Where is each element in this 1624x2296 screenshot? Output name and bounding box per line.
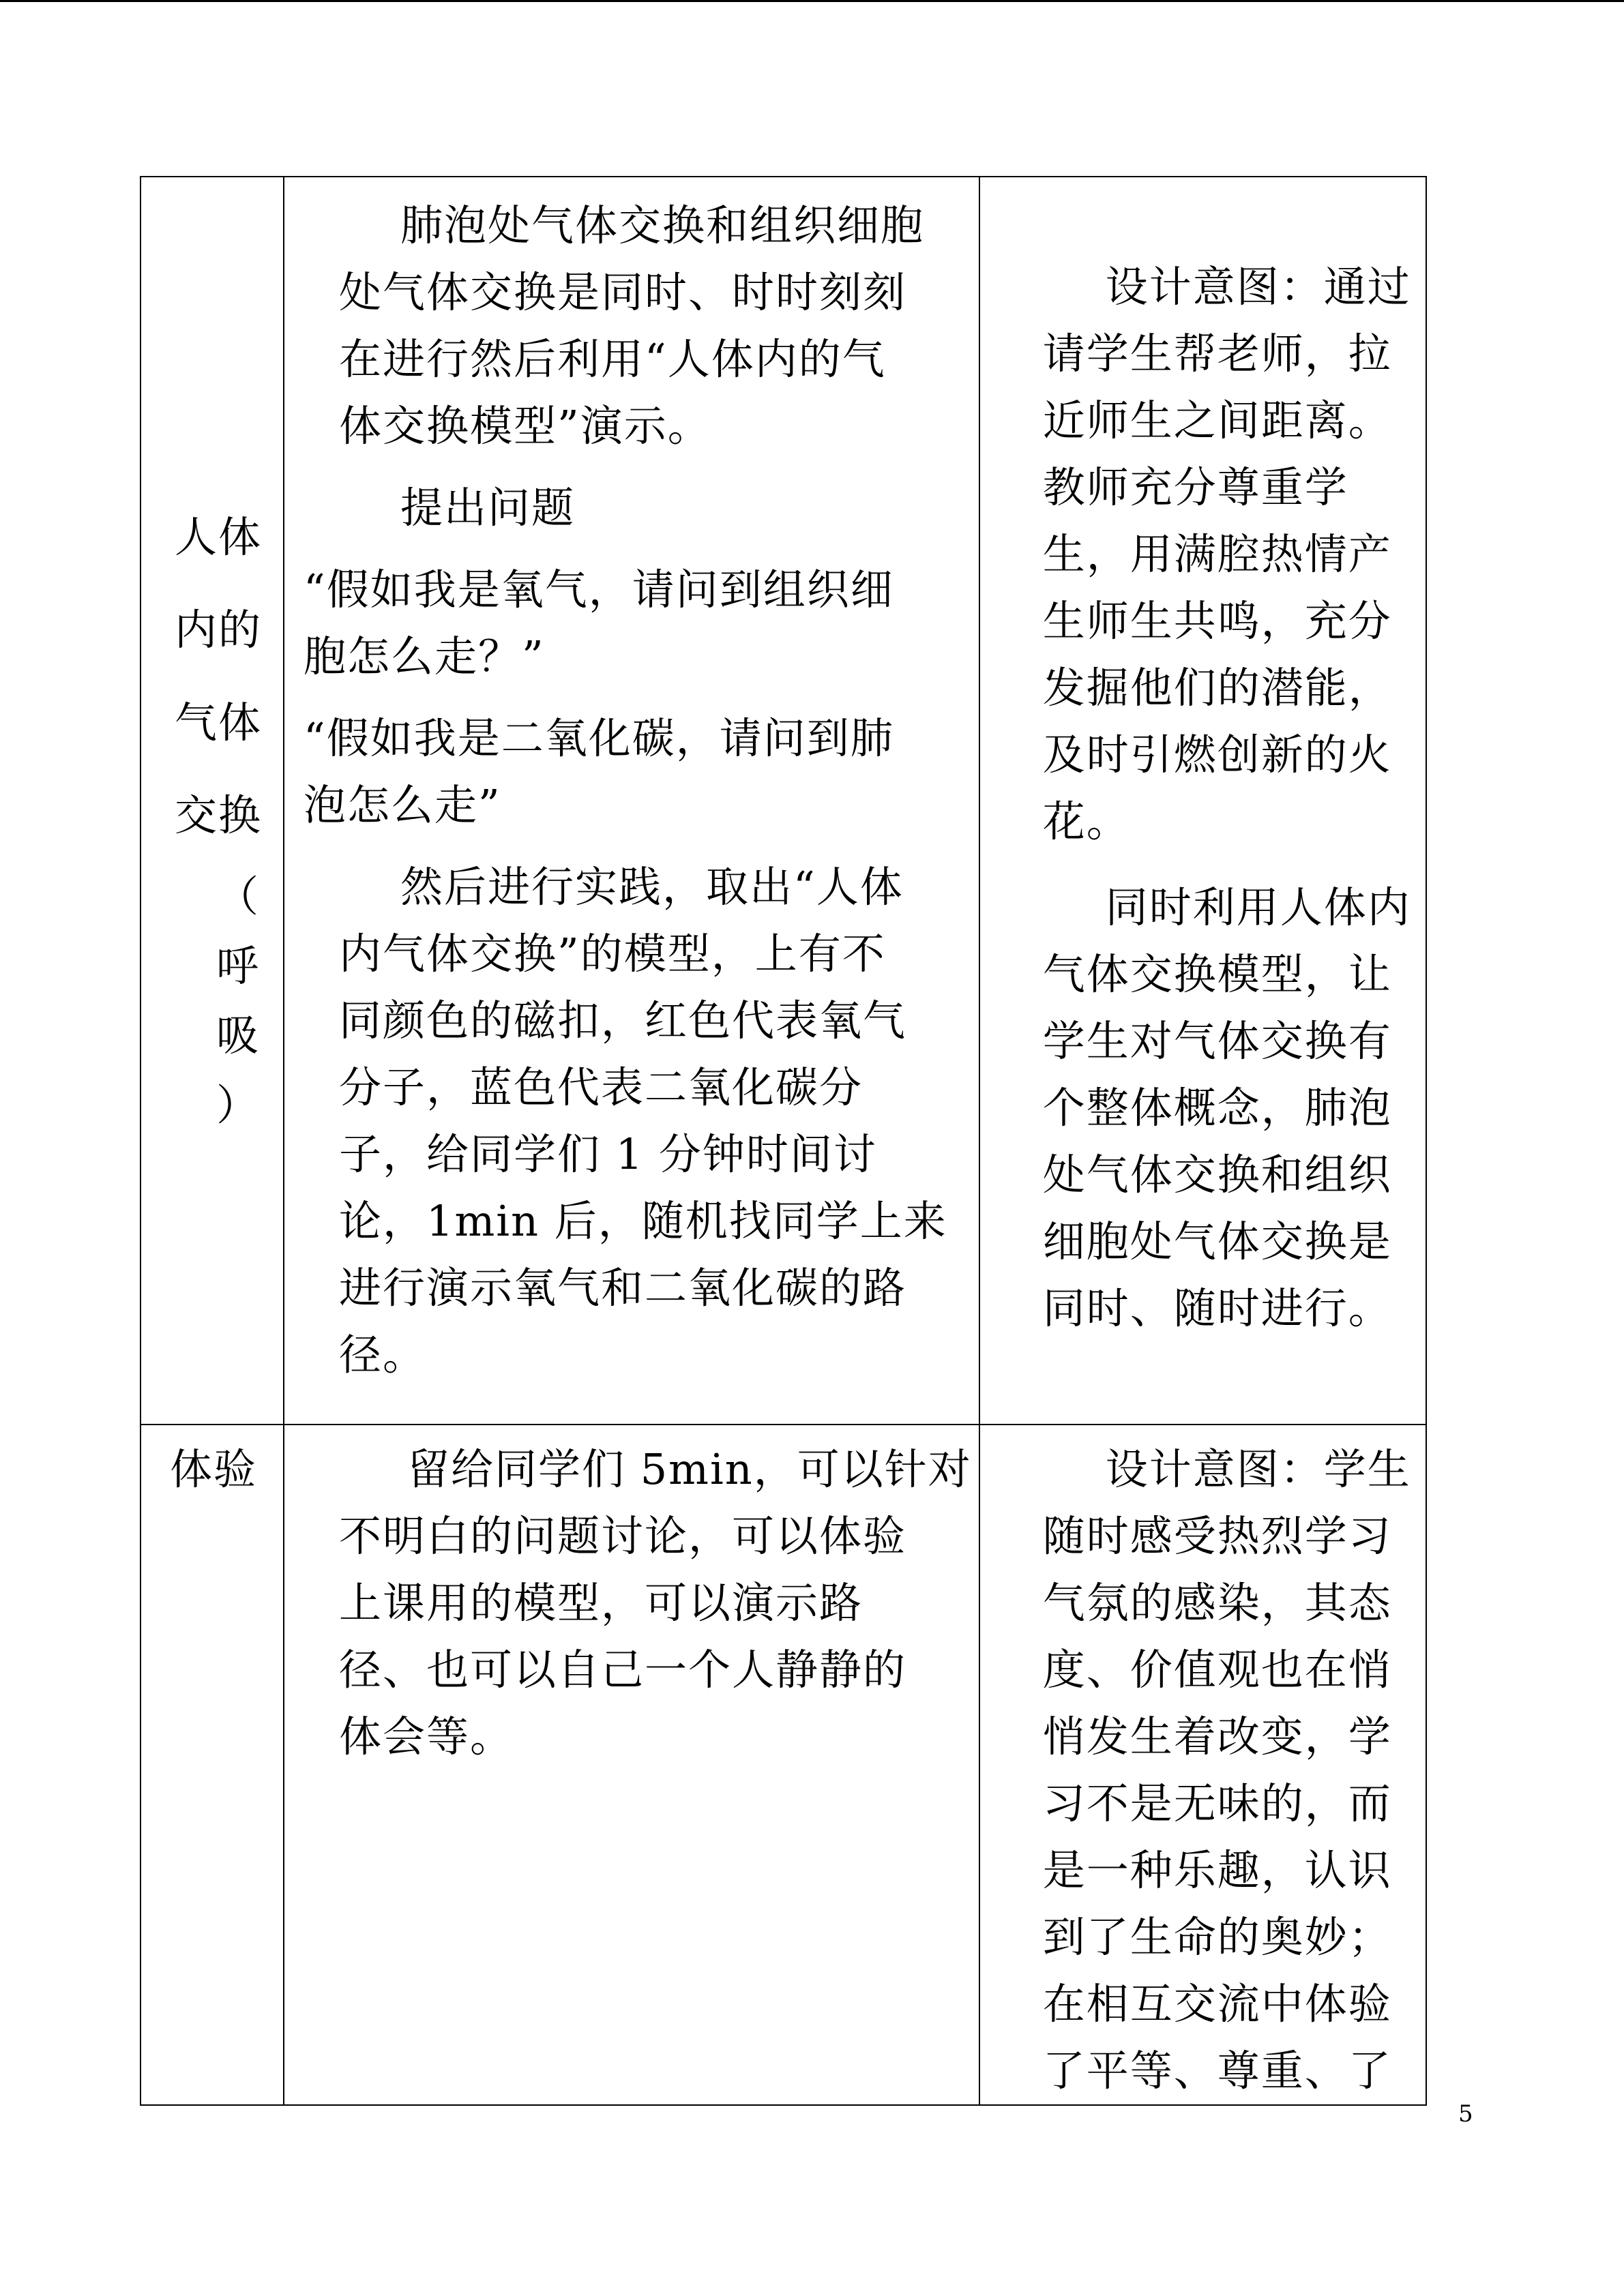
activity-line: 径、也可以自己一个人静静的	[339, 1645, 907, 1695]
intent-line: 教师充分尊重学	[1042, 462, 1348, 512]
design-intent-cell	[979, 177, 1426, 1425]
intent-line: 发掘他们的潜能，	[1042, 663, 1392, 713]
intent-line: 设计意图：通过	[1105, 262, 1411, 312]
stage-line: 人体	[174, 512, 262, 562]
activity-text	[284, 1425, 979, 1770]
intent-line: 设计意图：学生	[1105, 1444, 1411, 1494]
activity-line: 子，给同学们 1 分钟时间讨	[339, 1129, 877, 1179]
intent-line: 生，用满腔热情产	[1042, 529, 1392, 579]
activity-line: “假如我是氧气，请问到组织细	[304, 565, 894, 614]
design-intent-cell	[979, 1425, 1426, 2105]
activity-line: 不明白的问题讨论，可以体验	[339, 1511, 907, 1561]
activity-line: 然后进行实践，取出“人体	[400, 862, 904, 912]
stage-cell	[141, 1425, 284, 2105]
intent-line: 随时感受热烈学习	[1042, 1511, 1392, 1561]
activity-cell	[284, 177, 979, 1425]
intent-line: 气体交换模型，让	[1042, 949, 1392, 999]
activity-line: 同颜色的磁扣，红色代表氧气	[339, 996, 907, 1045]
activity-cell	[284, 1425, 979, 2105]
intent-line: 同时、随时进行。	[1042, 1283, 1392, 1333]
intent-line: 细胞处气体交换是	[1042, 1217, 1392, 1266]
activity-line: 内气体交换”的模型，上有不	[339, 929, 886, 979]
activity-line: 径。	[339, 1330, 427, 1380]
activity-line: 分子，蓝色代表二氧化碳分	[339, 1062, 863, 1112]
stage-line: 呼	[216, 941, 261, 991]
stage-text	[141, 177, 283, 1140]
activity-line: 体会等。	[339, 1712, 514, 1761]
activity-line: 论，1min 后，随机找同学上来	[339, 1196, 947, 1246]
stage-line: （	[216, 871, 261, 921]
intent-line: 生师生共鸣，充分	[1042, 596, 1392, 646]
intent-line: 花。	[1042, 796, 1130, 846]
intent-line: 近师生之间距离。	[1042, 396, 1392, 445]
intent-line: 气氛的感染，其态	[1042, 1578, 1392, 1628]
stage-line: 气体	[174, 698, 262, 747]
stage-line: 吸	[216, 1011, 261, 1060]
stage-line: 交换	[174, 790, 262, 840]
stage-line: 体验	[170, 1444, 258, 1494]
activity-line: “假如我是二氧化碳，请问到肺	[304, 713, 894, 763]
lesson-plan-table	[140, 176, 1427, 2106]
intent-line: 及时引燃创新的火	[1042, 730, 1392, 779]
activity-line: 胞怎么走？”	[304, 631, 545, 681]
intent-line: 了平等、尊重、了	[1042, 2046, 1392, 2096]
activity-line: 肺泡处气体交换和组织细胞	[400, 200, 925, 250]
design-intent-text	[980, 177, 1426, 1342]
activity-line: 在进行然后利用“人体内的气	[339, 334, 886, 384]
activity-text	[284, 177, 979, 1388]
stage-line: ）	[216, 1080, 261, 1130]
page-number: 5	[1458, 2100, 1473, 2128]
activity-line: 上课用的模型，可以演示路	[339, 1578, 863, 1628]
intent-line: 习不是无味的，而	[1042, 1778, 1392, 1828]
stage-cell	[141, 177, 284, 1425]
intent-line: 是一种乐趣，认识	[1042, 1845, 1392, 1895]
design-intent-text	[980, 1425, 1426, 2104]
stage-text	[141, 1425, 283, 1503]
activity-line: 留给同学们 5min，可以针对	[407, 1444, 972, 1494]
table-row	[141, 177, 1426, 1425]
stage-line: 内的	[174, 605, 262, 655]
intent-line: 处气体交换和组织	[1042, 1150, 1392, 1199]
table-row	[141, 1425, 1426, 2105]
intent-line: 在相互交流中体验	[1042, 1979, 1392, 2029]
intent-line: 请学生帮老师，拉	[1042, 329, 1392, 378]
intent-line: 度、价值观也在悄	[1042, 1645, 1392, 1695]
intent-line: 悄发生着改变，学	[1042, 1712, 1392, 1761]
activity-line: 处气体交换是同时、时时刻刻	[339, 267, 907, 317]
intent-line: 到了生命的奥妙；	[1042, 1912, 1392, 1962]
activity-line: 提出问题	[400, 483, 576, 533]
activity-line: 进行演示氧气和二氧化碳的路	[339, 1263, 907, 1313]
intent-line: 学生对气体交换有	[1042, 1016, 1392, 1066]
intent-line: 个整体概念，肺泡	[1042, 1083, 1392, 1133]
activity-line: 体交换模型”演示。	[339, 401, 711, 451]
intent-line: 同时利用人体内	[1105, 882, 1411, 932]
activity-line: 泡怎么走”	[304, 780, 501, 830]
